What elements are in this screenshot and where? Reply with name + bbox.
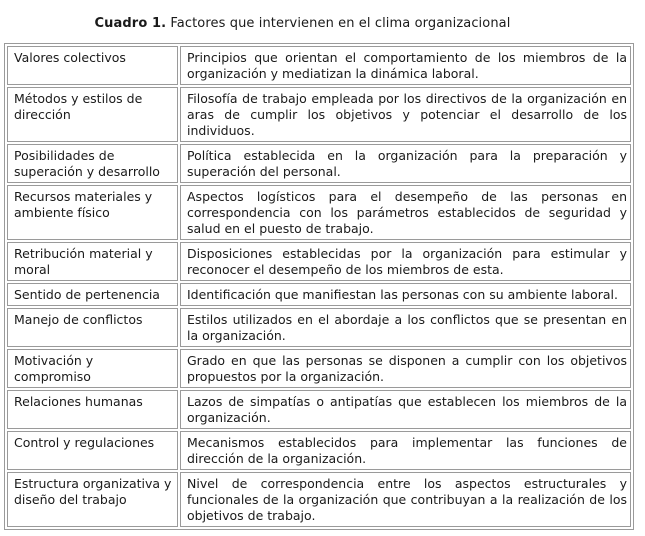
factor-cell: Sentido de pertenencia — [7, 283, 178, 306]
factors-table — [4, 43, 634, 530]
table-row — [7, 242, 631, 281]
table-row — [7, 431, 631, 470]
factor-cell: Métodos y estilos de dirección — [7, 87, 178, 142]
table-row — [7, 46, 631, 85]
factor-cell: Relaciones humanas — [7, 390, 178, 429]
table-row — [7, 87, 631, 142]
factor-cell: Motivación y compromiso — [7, 349, 178, 388]
description-cell: Principios que orientan el comportamiento de los miembros de la organización y mediatizan la dinámica laboral. — [180, 46, 631, 85]
table-caption — [0, 16, 605, 31]
factor-cell: Estructura organizativa y diseño del trabajo — [7, 472, 178, 527]
description-cell: Estilos utilizados en el abordaje a los conflictos que se presentan en la organización. — [180, 308, 631, 347]
factor-cell: Retribución material y moral — [7, 242, 178, 281]
table-row — [7, 308, 631, 347]
factor-cell: Valores colectivos — [7, 46, 178, 85]
description-cell: Nivel de correspondencia entre los aspectos estructurales y funcionales de la organización que contribuyan a la realización de los objetivos de trabajo. — [180, 472, 631, 527]
factors-table-body — [7, 46, 631, 527]
description-cell: Filosofía de trabajo empleada por los directivos de la organización en aras de cumplir los objetivos y potenciar el desarrollo de los individuos. — [180, 87, 631, 142]
factor-cell: Posibilidades de superación y desarrollo — [7, 144, 178, 183]
caption-text: Factores que intervienen en el clima organizacional — [166, 16, 511, 31]
factor-cell: Manejo de conflictos — [7, 308, 178, 347]
caption-label: Cuadro 1. — [94, 16, 167, 31]
description-cell: Mecanismos establecidos para implementar las funciones de dirección de la organización. — [180, 431, 631, 470]
table-row — [7, 472, 631, 527]
table-row — [7, 144, 631, 183]
table-row — [7, 390, 631, 429]
description-cell: Aspectos logísticos para el desempeño de las personas en correspondencia con los parámetros establecidos de seguridad y salud en el puesto de trabajo. — [180, 185, 631, 240]
table-row — [7, 185, 631, 240]
factor-cell: Recursos materiales y ambiente físico — [7, 185, 178, 240]
description-cell: Política establecida en la organización para la preparación y superación del personal. — [180, 144, 631, 183]
description-cell: Lazos de simpatías o antipatías que establecen los miembros de la organización. — [180, 390, 631, 429]
table-row — [7, 349, 631, 388]
description-cell: Identificación que manifiestan las personas con su ambiente laboral. — [180, 283, 631, 306]
table-row — [7, 283, 631, 306]
description-cell: Grado en que las personas se disponen a cumplir con los objetivos propuestos por la organización. — [180, 349, 631, 388]
description-cell: Disposiciones establecidas por la organización para estimular y reconocer el desempeño de los miembros de esta. — [180, 242, 631, 281]
factor-cell: Control y regulaciones — [7, 431, 178, 470]
